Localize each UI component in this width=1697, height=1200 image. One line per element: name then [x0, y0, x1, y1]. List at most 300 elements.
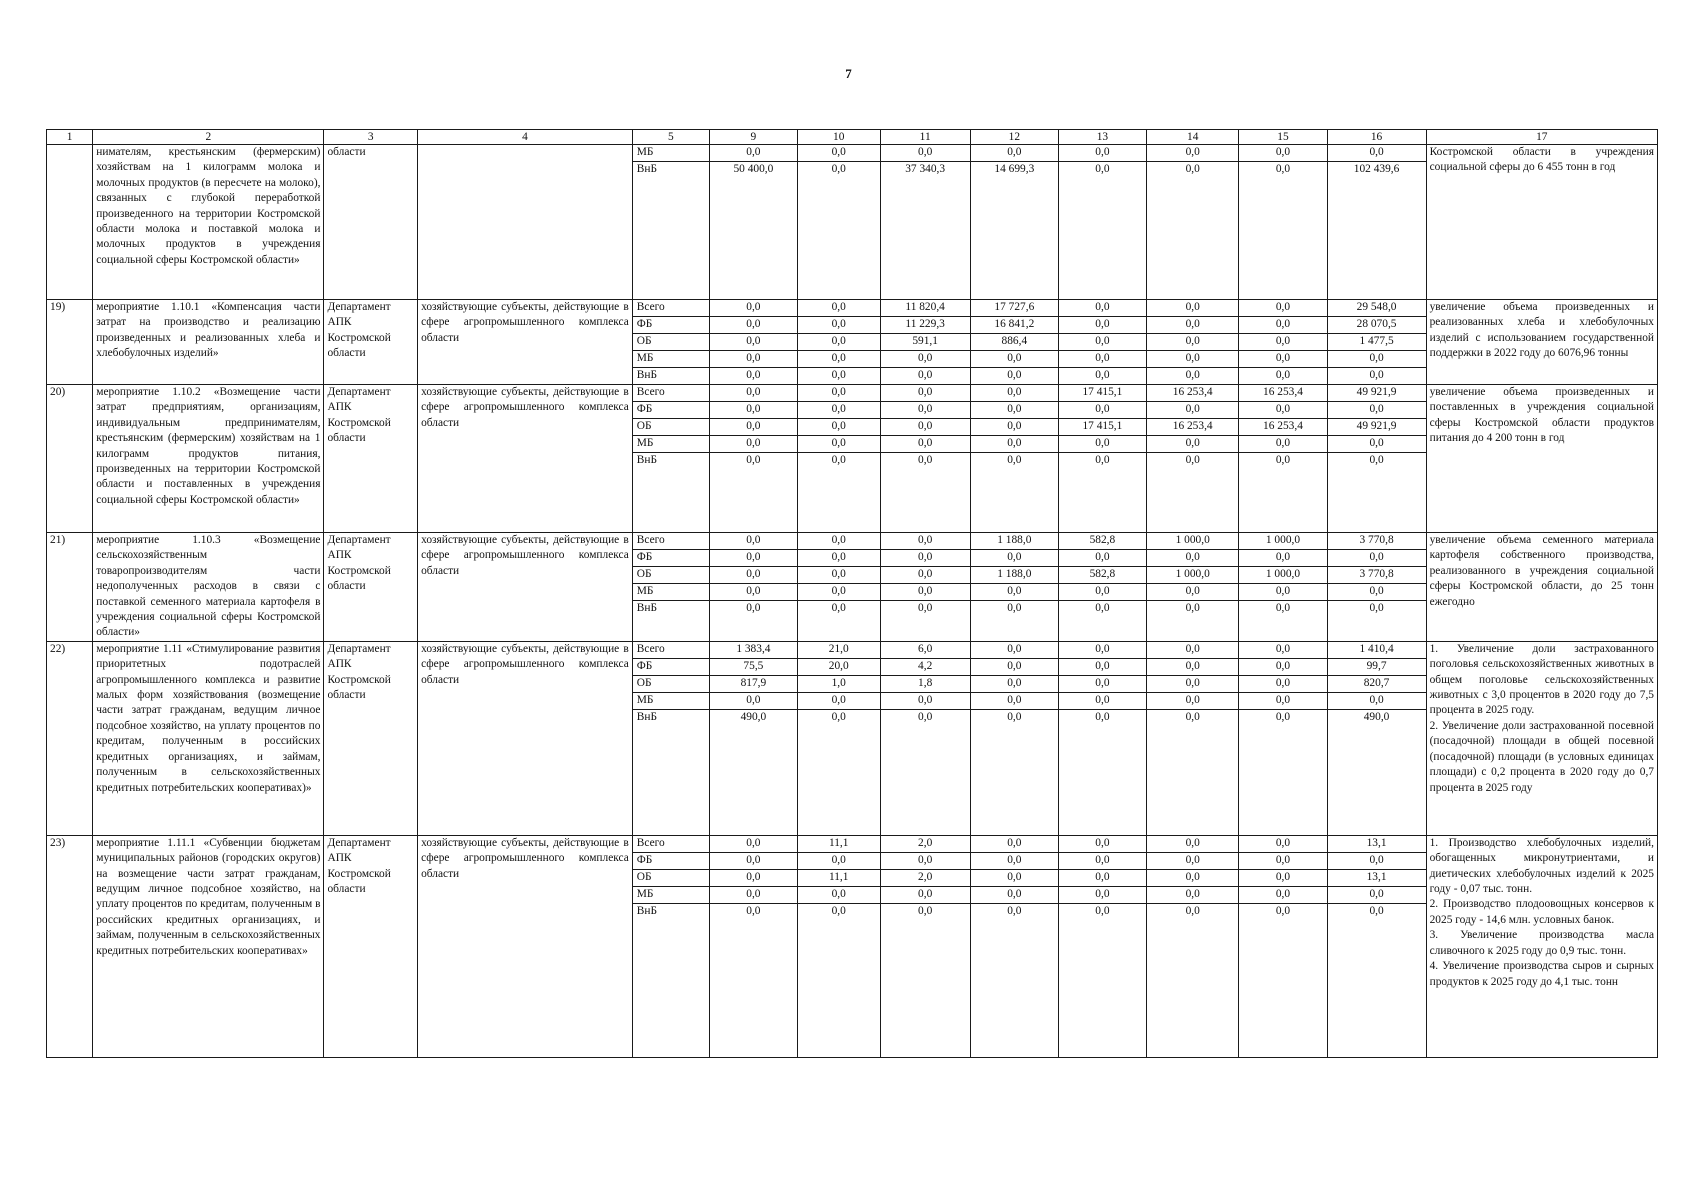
value-cell: 0,0	[1185, 369, 1200, 381]
value-cell: 0,0	[881, 567, 970, 584]
value-cell: 0,0	[1059, 642, 1146, 659]
program-activities-table	[46, 129, 1658, 1058]
participants-cell: хозяйствующие субъекты, действующие в сфере агропромышленного комплекса области	[421, 386, 629, 429]
value-cell: 0,0	[881, 436, 970, 453]
value-cell: 13,1	[1328, 869, 1426, 886]
value-cell: 49 921,9	[1328, 419, 1426, 436]
column-header: 3	[324, 130, 418, 145]
value-cell: 0,0	[1147, 300, 1238, 317]
value-list	[1328, 145, 1426, 178]
value-cell: 1 477,5	[1328, 334, 1426, 351]
value-list	[971, 836, 1058, 920]
value-cell: 17 727,6	[971, 300, 1058, 317]
value-cell: 0,0	[1147, 852, 1238, 869]
value-cell: 0,0	[1275, 602, 1291, 614]
value-cell: 0,0	[971, 145, 1058, 162]
value-cell: 0,0	[1059, 675, 1146, 692]
value-cell: 20,0	[798, 658, 880, 675]
value-list	[798, 836, 880, 920]
column-header: 4	[418, 130, 633, 145]
activity-name: мероприятие 1.10.2 «Возмещение части затрат предприятиям, организациям, индивидуальным предпринимателям, крестьянским (фермерским) хозяйствам на 1 килограмм продуктов питания, произведенных на территории Костромской области и поставленных в учреждения социальной сферы Костромской области»	[96, 386, 321, 506]
funding-source: ВнБ	[636, 602, 658, 614]
row-number: 23)	[50, 836, 66, 849]
value-cell: 0,0	[1328, 402, 1426, 419]
value-cell: 0,0	[1275, 904, 1291, 917]
funding-source: ВнБ	[636, 163, 658, 175]
value-cell: 0,0	[798, 351, 880, 368]
value-cell: 0,0	[1059, 436, 1146, 453]
value-list	[971, 300, 1058, 384]
value-cell: 0,0	[1185, 163, 1200, 175]
value-cell: 0,0	[798, 692, 880, 709]
value-cell: 0,0	[1239, 300, 1326, 317]
value-cell: 0,0	[710, 402, 797, 419]
value-cell: 0,0	[1059, 145, 1146, 162]
value-cell: 0,0	[1275, 369, 1291, 381]
value-cell: 0,0	[1147, 145, 1238, 162]
value-cell: 16 841,2	[971, 317, 1058, 334]
value-list	[881, 836, 970, 920]
expected-result: увеличение объема произведенных и поставленных в учреждения социальной сферы Костромской области продуктов питания до 4 200 тонн в год	[1429, 386, 1654, 445]
executor-cell: Департамент АПК Костромской области	[327, 301, 391, 360]
funding-source: МБ	[633, 145, 709, 162]
value-cell: 0,0	[746, 904, 761, 917]
value-cell: 102 439,6	[1353, 163, 1400, 175]
page-number: 7	[845, 66, 852, 81]
value-cell: 0,0	[971, 642, 1058, 659]
expected-result: Костромской области в учреждения социальной сферы до 6 455 тонн в год	[1429, 146, 1654, 174]
value-cell: 0,0	[1059, 869, 1146, 886]
funding-source: Всего	[633, 836, 709, 853]
value-cell: 0,0	[1239, 317, 1326, 334]
value-cell: 0,0	[1328, 145, 1426, 162]
value-cell: 0,0	[918, 710, 933, 723]
value-list	[710, 145, 797, 178]
value-cell: 490,0	[1363, 710, 1390, 723]
value-list	[1059, 533, 1146, 617]
value-cell: 13,1	[1328, 836, 1426, 853]
value-cell: 0,0	[971, 675, 1058, 692]
value-cell: 0,0	[1147, 642, 1238, 659]
funding-source: ВнБ	[636, 369, 658, 381]
value-cell: 0,0	[798, 584, 880, 601]
value-cell: 37 340,3	[905, 163, 946, 175]
value-cell: 1 000,0	[1147, 567, 1238, 584]
value-cell: 0,0	[831, 369, 846, 381]
value-cell: 0,0	[1059, 351, 1146, 368]
value-cell: 1,8	[881, 675, 970, 692]
value-cell: 0,0	[831, 904, 846, 917]
value-cell: 0,0	[710, 385, 797, 402]
value-cell: 2,0	[881, 836, 970, 853]
value-cell: 0,0	[710, 567, 797, 584]
value-cell: 1 000,0	[1239, 567, 1326, 584]
value-cell: 2,0	[881, 869, 970, 886]
value-cell: 0,0	[971, 836, 1058, 853]
value-cell: 0,0	[798, 317, 880, 334]
value-list	[971, 385, 1058, 469]
row-number: 21)	[50, 534, 66, 546]
funding-source: Всего	[633, 300, 709, 317]
value-cell: 0,0	[1095, 710, 1110, 723]
activity-name: мероприятие 1.11.1 «Субвенции бюджетам муниципальных районов (городских округов) на возмещение части затрат гражданам, ведущим личное подсобное хозяйство, на уплату процентов по кредитам, полученным в российских кредитных организациях, и займам, полученным в сельскохозяйственных кредитных потребительских кооперативах»	[96, 836, 321, 957]
value-cell: 0,0	[881, 692, 970, 709]
table-row	[47, 641, 1658, 835]
funding-source: Всего	[633, 385, 709, 402]
value-cell: 0,0	[1239, 869, 1326, 886]
activity-name: мероприятие 1.10.1 «Компенсация части затрат на производство и реализацию произведенных и реализованных хлеба и хлебобулочных изделий»	[96, 301, 321, 360]
value-cell: 0,0	[1369, 369, 1384, 381]
value-cell: 0,0	[798, 550, 880, 567]
funding-source: ВнБ	[636, 710, 658, 723]
value-cell: 0,0	[881, 385, 970, 402]
value-cell: 0,0	[1147, 317, 1238, 334]
value-cell: 582,8	[1059, 533, 1146, 550]
value-cell: 0,0	[798, 334, 880, 351]
value-cell: 0,0	[710, 886, 797, 903]
funding-source: МБ	[633, 584, 709, 601]
value-list	[1147, 533, 1238, 617]
value-cell: 0,0	[710, 436, 797, 453]
value-cell: 0,0	[1239, 886, 1326, 903]
value-cell: 0,0	[1275, 454, 1291, 466]
column-header: 2	[93, 130, 324, 145]
row-number: 20)	[50, 386, 66, 398]
activity-name: мероприятие 1.11 «Стимулирование развития приоритетных подотраслей агропромышленного комплекса и развитие малых форм хозяйствования (возмещение части затрат гражданам, ведущим личное подсобное хозяйство, на уплату процентов по кредитам, полученным в российских кредитных организациях, и займам, полученным в сельскохозяйственных кредитных потребительских кооперативах)»	[96, 642, 321, 794]
row-number: 22)	[50, 642, 66, 655]
value-list	[1059, 145, 1146, 178]
participants-cell: хозяйствующие субъекты, действующие в сфере агропромышленного комплекса области	[421, 836, 629, 880]
value-list	[881, 533, 970, 617]
value-cell: 1 188,0	[971, 567, 1058, 584]
funding-source: ФБ	[633, 402, 709, 419]
row-number: 19)	[50, 301, 66, 313]
table-row	[47, 533, 1658, 642]
value-cell: 0,0	[1239, 692, 1326, 709]
value-list	[971, 145, 1058, 178]
value-cell: 0,0	[1328, 436, 1426, 453]
value-cell: 0,0	[971, 886, 1058, 903]
funding-source: Всего	[633, 533, 709, 550]
value-list	[1328, 642, 1426, 726]
value-cell: 0,0	[971, 852, 1058, 869]
value-cell: 0,0	[881, 550, 970, 567]
value-list	[798, 642, 880, 726]
value-cell: 0,0	[918, 904, 933, 917]
funding-source-list	[633, 385, 709, 469]
value-cell: 0,0	[1239, 351, 1326, 368]
value-list	[1328, 300, 1426, 384]
value-cell: 0,0	[831, 163, 846, 175]
funding-source-list	[633, 533, 709, 617]
value-cell: 0,0	[710, 533, 797, 550]
executor-cell: Департамент АПК Костромской области	[327, 386, 391, 445]
funding-source: ФБ	[633, 550, 709, 567]
value-cell: 0,0	[798, 436, 880, 453]
value-cell: 0,0	[798, 402, 880, 419]
value-cell: 0,0	[971, 385, 1058, 402]
value-cell: 0,0	[1059, 550, 1146, 567]
column-header: 15	[1239, 130, 1327, 145]
value-cell: 0,0	[710, 334, 797, 351]
activity-name: нимателям, крестьянским (фермерским) хозяйствам на 1 килограмм молока и молочных продуктов (в пересчете на молоко), связанных с глубокой переработкой произведенного на территории Костромской области молока и поставкой молока и молочных продуктов в учреждения социальной сферы Костромской области»	[96, 146, 321, 266]
value-cell: 0,0	[710, 550, 797, 567]
value-cell: 0,0	[1095, 904, 1110, 917]
value-list	[710, 385, 797, 469]
funding-source: ВнБ	[636, 904, 658, 917]
value-cell: 0,0	[971, 436, 1058, 453]
value-cell: 0,0	[710, 419, 797, 436]
value-cell: 0,0	[1059, 584, 1146, 601]
value-cell: 1,0	[798, 675, 880, 692]
funding-source: ФБ	[633, 658, 709, 675]
value-cell: 0,0	[1147, 836, 1238, 853]
value-cell: 0,0	[918, 602, 933, 614]
funding-source: ОБ	[633, 869, 709, 886]
value-list	[798, 300, 880, 384]
value-list	[881, 385, 970, 469]
value-cell: 11,1	[798, 869, 880, 886]
funding-source-list	[633, 836, 709, 920]
value-cell: 0,0	[831, 454, 846, 466]
column-header: 11	[880, 130, 970, 145]
value-cell: 0,0	[710, 584, 797, 601]
value-cell: 0,0	[1059, 334, 1146, 351]
value-list	[1147, 642, 1238, 726]
value-cell: 0,0	[1369, 454, 1384, 466]
value-cell: 0,0	[798, 145, 880, 162]
value-list	[1059, 385, 1146, 469]
value-cell: 0,0	[881, 402, 970, 419]
value-cell: 0,0	[881, 584, 970, 601]
funding-source: Всего	[633, 642, 709, 659]
value-list	[798, 145, 880, 178]
value-cell: 0,0	[1147, 692, 1238, 709]
column-header: 17	[1426, 130, 1657, 145]
value-cell: 0,0	[798, 886, 880, 903]
value-cell: 0,0	[1328, 886, 1426, 903]
column-header: 12	[970, 130, 1058, 145]
column-header: 9	[709, 130, 797, 145]
value-cell: 0,0	[1095, 602, 1110, 614]
value-cell: 28 070,5	[1328, 317, 1426, 334]
value-cell: 0,0	[971, 692, 1058, 709]
value-cell: 0,0	[1239, 584, 1326, 601]
value-list	[1328, 836, 1426, 920]
value-list	[881, 145, 970, 178]
value-cell: 0,0	[881, 533, 970, 550]
value-cell: 0,0	[831, 710, 846, 723]
value-cell: 21,0	[798, 642, 880, 659]
value-cell: 49 921,9	[1328, 385, 1426, 402]
value-cell: 0,0	[1239, 334, 1326, 351]
value-cell: 0,0	[1328, 550, 1426, 567]
value-cell: 0,0	[1059, 852, 1146, 869]
value-cell: 0,0	[746, 369, 761, 381]
value-cell: 16 253,4	[1147, 419, 1238, 436]
executor-cell: Департамент АПК Костромской области	[327, 534, 391, 593]
value-cell: 0,0	[1007, 454, 1022, 466]
value-cell: 0,0	[1328, 692, 1426, 709]
value-cell: 0,0	[1147, 351, 1238, 368]
value-cell: 0,0	[1007, 369, 1022, 381]
value-cell: 16 253,4	[1239, 385, 1326, 402]
column-header: 13	[1058, 130, 1146, 145]
value-cell: 0,0	[1147, 334, 1238, 351]
value-cell: 0,0	[971, 658, 1058, 675]
value-list	[1328, 533, 1426, 617]
value-cell: 16 253,4	[1147, 385, 1238, 402]
value-cell: 0,0	[1185, 710, 1200, 723]
participants-cell: хозяйствующие субъекты, действующие в сфере агропромышленного комплекса области	[421, 301, 629, 344]
funding-source-list	[633, 145, 709, 178]
value-cell: 0,0	[798, 300, 880, 317]
value-cell: 490,0	[740, 710, 767, 723]
funding-source-list	[633, 642, 709, 726]
column-header: 16	[1327, 130, 1426, 145]
value-cell: 0,0	[1147, 584, 1238, 601]
value-cell: 0,0	[1147, 402, 1238, 419]
value-cell: 0,0	[798, 852, 880, 869]
funding-source-list	[633, 300, 709, 384]
value-cell: 582,8	[1059, 567, 1146, 584]
value-cell: 0,0	[1095, 163, 1110, 175]
value-cell: 591,1	[881, 334, 970, 351]
value-cell: 0,0	[798, 385, 880, 402]
value-cell: 0,0	[1185, 602, 1200, 614]
value-cell: 0,0	[918, 369, 933, 381]
value-list	[881, 642, 970, 726]
value-cell: 0,0	[1328, 584, 1426, 601]
value-list	[710, 642, 797, 726]
funding-source: ОБ	[633, 567, 709, 584]
funding-source: ВнБ	[636, 454, 658, 466]
value-cell: 29 548,0	[1328, 300, 1426, 317]
value-cell: 0,0	[918, 454, 933, 466]
column-header: 14	[1146, 130, 1238, 145]
value-cell: 16 253,4	[1239, 419, 1326, 436]
value-list	[798, 385, 880, 469]
value-list	[1239, 642, 1326, 726]
value-cell: 4,2	[881, 658, 970, 675]
value-cell: 75,5	[710, 658, 797, 675]
value-cell: 0,0	[831, 602, 846, 614]
value-cell: 0,0	[1147, 658, 1238, 675]
value-cell: 0,0	[1059, 317, 1146, 334]
value-cell: 0,0	[746, 602, 761, 614]
value-cell: 11 820,4	[881, 300, 970, 317]
value-cell: 0,0	[1239, 658, 1326, 675]
value-cell: 0,0	[1059, 300, 1146, 317]
value-cell: 0,0	[1185, 904, 1200, 917]
value-list	[710, 533, 797, 617]
value-cell: 99,7	[1328, 658, 1426, 675]
value-cell: 886,4	[971, 334, 1058, 351]
value-cell: 0,0	[1095, 454, 1110, 466]
column-number-header-row	[47, 130, 1658, 145]
funding-source: МБ	[633, 351, 709, 368]
value-cell: 17 415,1	[1059, 385, 1146, 402]
value-cell: 0,0	[1328, 852, 1426, 869]
value-cell: 0,0	[1239, 145, 1326, 162]
value-list	[710, 300, 797, 384]
value-cell: 0,0	[710, 692, 797, 709]
column-header: 1	[47, 130, 93, 145]
value-list	[1147, 145, 1238, 178]
value-cell: 0,0	[1007, 904, 1022, 917]
value-list	[1239, 385, 1326, 469]
funding-source: МБ	[633, 692, 709, 709]
value-cell: 0,0	[881, 351, 970, 368]
funding-source: МБ	[633, 886, 709, 903]
value-cell: 0,0	[1369, 602, 1384, 614]
value-cell: 0,0	[1147, 675, 1238, 692]
value-cell: 14 699,3	[994, 163, 1035, 175]
expected-result: 1. Увеличение доли застрахованного поголовья сельскохозяйственных животных в общем поголовье сельскохозяйственных животных с 3,0 процентов в 2020 году до 7,5 процента в 2025 году. 2. Увеличение доли застрахованной посевной (посадочной) площади в общей посевной (посадочной) площади (в условных единицах площади) с 0,2 процента в 2020 году до 0,7 процента в 2025 году	[1429, 642, 1654, 794]
executor-cell: Департамент АПК Костромской области	[327, 836, 391, 896]
value-cell: 1 000,0	[1147, 533, 1238, 550]
funding-source: МБ	[633, 436, 709, 453]
participants-cell: хозяйствующие субъекты, действующие в сфере агропромышленного комплекса области	[421, 642, 629, 686]
value-cell: 0,0	[746, 454, 761, 466]
value-cell: 0,0	[798, 533, 880, 550]
value-cell: 0,0	[971, 550, 1058, 567]
value-cell: 50 400,0	[733, 163, 774, 175]
value-list	[798, 533, 880, 617]
value-cell: 0,0	[1275, 710, 1291, 723]
table-row	[47, 300, 1658, 385]
funding-source: ОБ	[633, 675, 709, 692]
table-row	[47, 145, 1658, 300]
value-cell: 0,0	[1059, 402, 1146, 419]
column-header: 5	[632, 130, 709, 145]
funding-source: ОБ	[633, 419, 709, 436]
value-cell: 0,0	[1239, 550, 1326, 567]
value-cell: 0,0	[1059, 692, 1146, 709]
value-cell: 0,0	[1369, 904, 1384, 917]
value-cell: 0,0	[971, 584, 1058, 601]
value-cell: 0,0	[1185, 454, 1200, 466]
value-cell: 0,0	[1147, 436, 1238, 453]
value-cell: 0,0	[881, 852, 970, 869]
value-cell: 0,0	[881, 886, 970, 903]
executor-cell: области	[327, 146, 366, 158]
value-cell: 0,0	[1239, 836, 1326, 853]
funding-source: ОБ	[633, 334, 709, 351]
activity-name: мероприятие 1.10.3 «Возмещение сельскохозяйственным товаропроизводителям части недополученных расходов в связи с поставкой семенного материала картофеля в учреждения социальной сферы Костромской области»	[96, 534, 321, 639]
value-cell: 0,0	[1147, 550, 1238, 567]
funding-source: ФБ	[633, 852, 709, 869]
expected-result: увеличение объема семенного материала картофеля собственного производства, реализованного в учреждения социальной сферы Костромской области, до 25 тонн ежегодно	[1429, 534, 1654, 608]
value-cell: 0,0	[1147, 869, 1238, 886]
value-cell: 1 188,0	[971, 533, 1058, 550]
value-cell: 1 000,0	[1239, 533, 1326, 550]
value-cell: 0,0	[1059, 886, 1146, 903]
value-cell: 0,0	[881, 145, 970, 162]
value-cell: 0,0	[1275, 163, 1291, 175]
expected-result: увеличение объема произведенных и реализованных хлеба и хлебобулочных изделий с использованием государственной поддержки в 2022 году до 6076,96 тонны	[1429, 301, 1654, 360]
value-list	[1239, 836, 1326, 920]
expected-result: 1. Производство хлебобулочных изделий, обогащенных микронутриентами, и диетических хлебобулочных изделий к 2025 году - 0,07 тыс. тонн. 2. Производство плодоовощных консервов к 2025 году - 14,6 млн. условных банок. 3. Увеличение производства масла сливочного к 2025 году до 0,9 тыс. тонн. 4. Увеличение производства сыров и сырных продуктов к 2025 году до 4,1 тыс. тонн	[1429, 836, 1654, 988]
value-list	[881, 300, 970, 384]
value-cell: 817,9	[710, 675, 797, 692]
column-header: 10	[797, 130, 880, 145]
value-cell: 0,0	[1007, 710, 1022, 723]
value-cell: 820,7	[1328, 675, 1426, 692]
value-cell: 3 770,8	[1328, 533, 1426, 550]
value-list	[1239, 145, 1326, 178]
value-cell: 0,0	[710, 869, 797, 886]
